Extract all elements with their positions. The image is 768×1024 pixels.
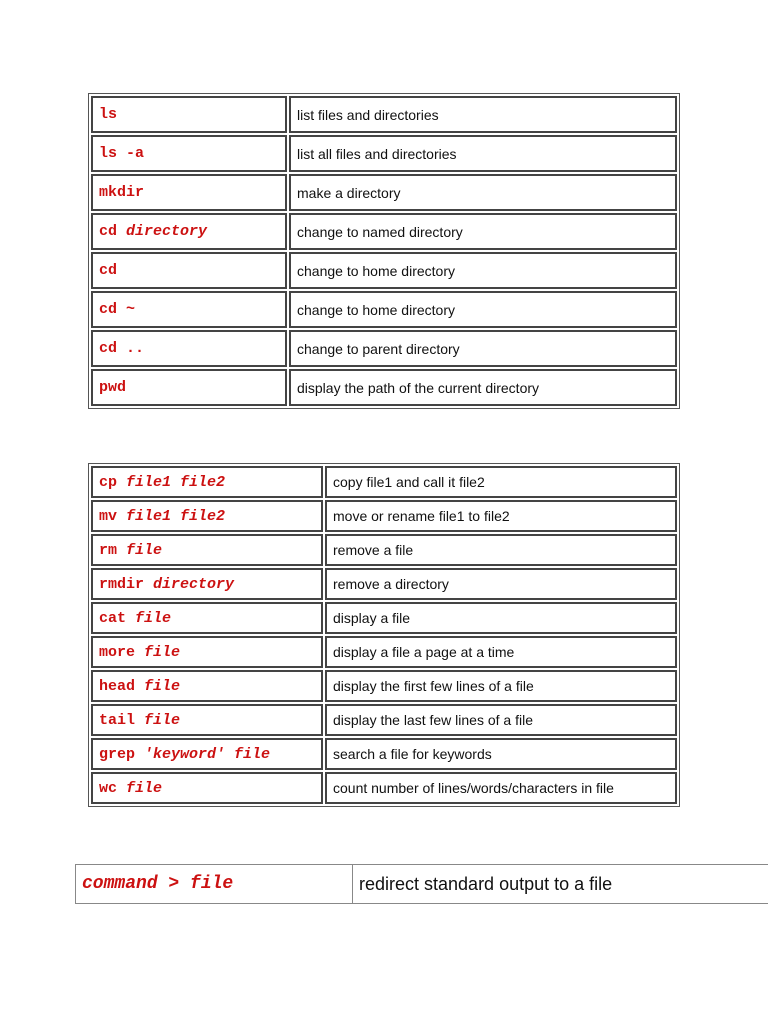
table-row (91, 738, 677, 770)
description-cell: search a file for keywords (325, 738, 677, 770)
command-name: cat (99, 609, 127, 627)
table-row (91, 636, 677, 668)
table-row (91, 704, 677, 736)
table-row (91, 135, 677, 172)
description-cell: display the last few lines of a file (325, 704, 677, 736)
description-cell: count number of lines/words/characters in file (325, 772, 677, 804)
command-cell (91, 174, 287, 211)
description-cell: list all files and directories (289, 135, 677, 172)
command-cell (91, 704, 323, 736)
basic-commands-table (88, 93, 680, 409)
description-cell: remove a file (325, 534, 677, 566)
command-argument: file (126, 779, 163, 797)
command-name: head (99, 677, 136, 695)
description-cell: move or rename file1 to file2 (325, 500, 677, 532)
table-row (91, 330, 677, 367)
command-cell (91, 534, 323, 566)
command-argument: file (144, 677, 181, 695)
command-name: pwd (99, 379, 127, 396)
file-commands-table (88, 463, 680, 807)
command-name: cd ~ (99, 301, 136, 318)
command-argument: file (126, 541, 163, 559)
command-name: mv (99, 507, 118, 525)
command-name: more (99, 643, 136, 661)
command-name: rm (99, 541, 118, 559)
description-cell: display a file (325, 602, 677, 634)
table-row (91, 213, 677, 250)
table-row (91, 534, 677, 566)
command-argument: directory (153, 575, 235, 593)
command-name: ls (99, 106, 118, 123)
description-cell: change to home directory (289, 252, 677, 289)
command-argument: directory (126, 223, 208, 240)
command-cell (91, 330, 287, 367)
command-cell (91, 670, 323, 702)
table-row (91, 466, 677, 498)
table-row (91, 568, 677, 600)
command-cell (91, 96, 287, 133)
command-cell (91, 636, 323, 668)
command-cell (91, 568, 323, 600)
command-cell (91, 738, 323, 770)
table-row (91, 602, 677, 634)
description-cell: list files and directories (289, 96, 677, 133)
command-argument: file (144, 643, 181, 661)
command-name: grep (99, 745, 136, 763)
command-cell (91, 500, 323, 532)
command-name: ls -a (99, 145, 145, 162)
description-cell: change to parent directory (289, 330, 677, 367)
command-cell (91, 252, 287, 289)
command-name: cd .. (99, 340, 145, 357)
description-cell: copy file1 and call it file2 (325, 466, 677, 498)
command-cell (91, 772, 323, 804)
table-row (76, 865, 768, 903)
description-cell: change to named directory (289, 213, 677, 250)
description-cell: display a file a page at a time (325, 636, 677, 668)
command-cell (91, 213, 287, 250)
command-argument: file1 file2 (126, 507, 226, 525)
command-cell (91, 602, 323, 634)
table-row (91, 174, 677, 211)
description-cell: change to home directory (289, 291, 677, 328)
table-row (91, 252, 677, 289)
description-cell: redirect standard output to a file (359, 873, 613, 894)
table-row (91, 96, 677, 133)
description-cell: display the first few lines of a file (325, 670, 677, 702)
description-cell: make a directory (289, 174, 677, 211)
command-name: rmdir (99, 575, 145, 593)
command-argument: file1 file2 (126, 473, 226, 491)
redirection-table (75, 864, 768, 904)
command-name: tail (99, 711, 136, 729)
table-row (91, 772, 677, 804)
description-cell: display the path of the current directory (289, 369, 677, 406)
table-row (91, 291, 677, 328)
command-cell (91, 369, 287, 406)
command-name: wc (99, 779, 118, 797)
command-argument: command > file (82, 874, 234, 894)
table-row (91, 369, 677, 406)
command-argument: file (144, 711, 181, 729)
command-argument: 'keyword' file (144, 745, 271, 763)
command-cell (76, 865, 353, 903)
table-row (91, 670, 677, 702)
description-cell: remove a directory (325, 568, 677, 600)
command-cell (91, 135, 287, 172)
command-name: mkdir (99, 184, 145, 201)
command-name: cd (99, 223, 118, 240)
command-name: cp (99, 473, 118, 491)
command-name: cd (99, 262, 118, 279)
command-argument: file (135, 609, 172, 627)
command-cell (91, 466, 323, 498)
table-row (91, 500, 677, 532)
command-cell (91, 291, 287, 328)
